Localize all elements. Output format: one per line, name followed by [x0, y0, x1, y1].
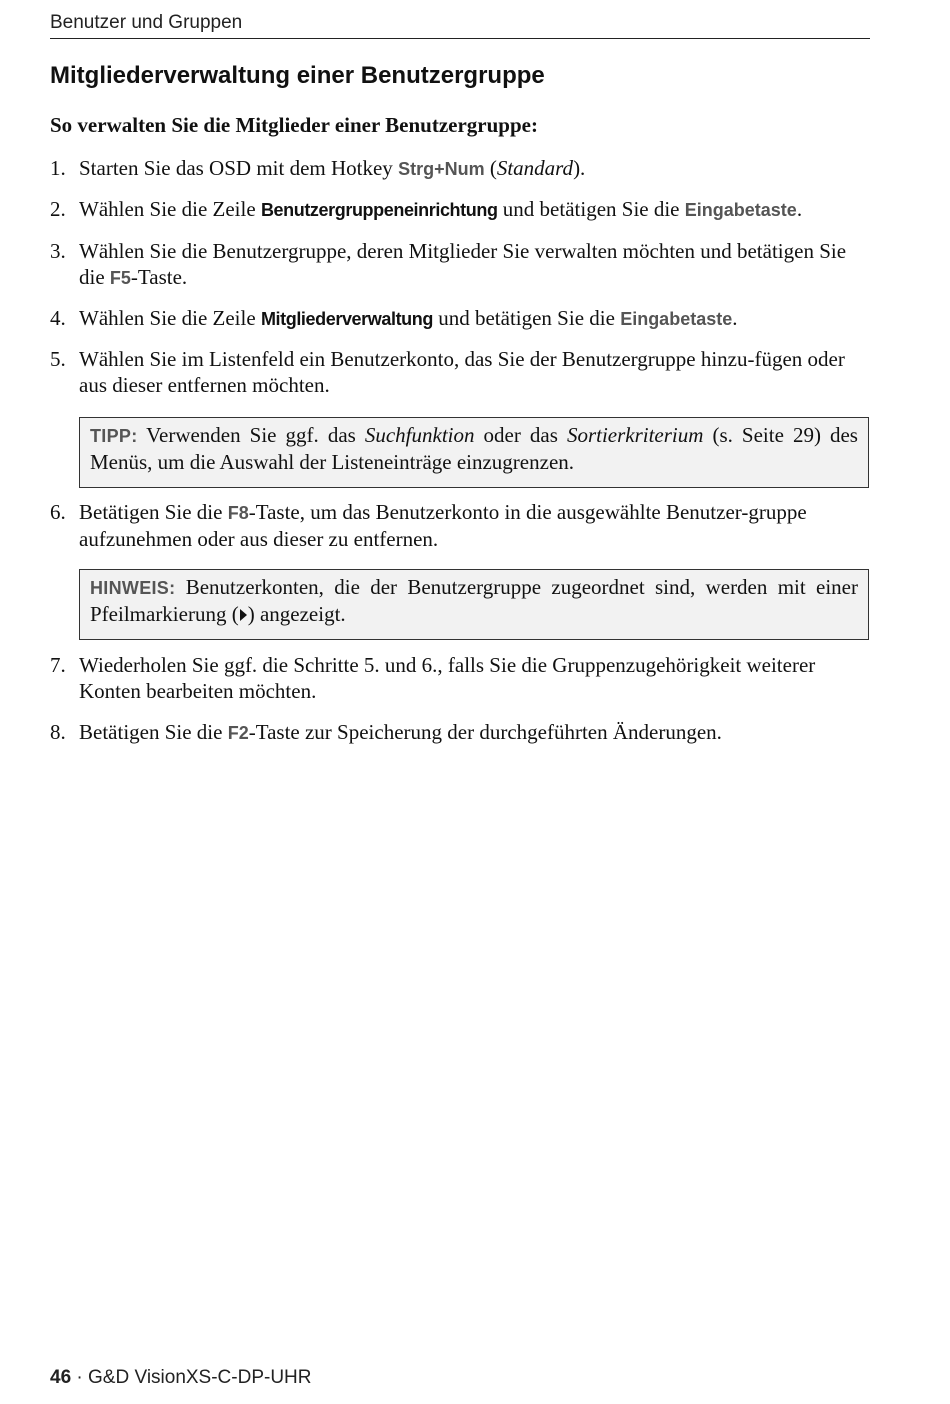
running-header: [50, 12, 870, 39]
emphasis: Sortierkriterium: [566, 423, 704, 447]
step-text: Betätigen Sie die F2-Taste zur Speicherung der durchgeführten Änderungen.: [79, 720, 722, 744]
key-ref: F8: [227, 503, 249, 523]
step-number: 6.: [50, 500, 66, 524]
procedure-intro: So verwalten Sie die Mitglieder einer Benutzergruppe:: [50, 113, 538, 137]
step-8: [50, 719, 870, 746]
key-ref: Eingabetaste: [620, 309, 733, 329]
menu-item-ref: Mitgliederverwaltung: [260, 309, 433, 329]
step-6: [50, 499, 870, 552]
step-7: [50, 652, 870, 704]
footer-separator: ·: [71, 1367, 89, 1388]
key-ref: F2: [227, 723, 249, 743]
step-text: Wählen Sie die Zeile Mitgliederverwaltung und betätigen Sie die Eingabetaste.: [79, 306, 738, 330]
tip-box: TIPP: Verwenden Sie ggf. das Suchfunktion oder das Sortierkriterium (s. Seite 29) des Menüs, um die Auswahl der Listeneinträge einzugrenzen.: [79, 417, 869, 488]
menu-item-ref: Benutzergruppeneinrichtung: [260, 200, 498, 220]
step-number: 1.: [50, 156, 66, 180]
hint-label: HINWEIS:: [90, 578, 176, 598]
product-name: G&D VisionXS-C-DP-UHR: [88, 1367, 312, 1388]
step-text: Wählen Sie die Benutzergruppe, deren Mitglieder Sie verwalten möchten und betätigen Sie die F5-Taste.: [79, 239, 847, 289]
step-number: 7.: [50, 653, 66, 677]
right-triangle-arrow-icon: [239, 602, 248, 626]
step-1: [50, 155, 870, 182]
step-5: [50, 346, 870, 398]
step-number: 4.: [50, 306, 66, 330]
step-text: Wählen Sie die Zeile Benutzergruppeneinrichtung und betätigen Sie die Eingabetaste.: [79, 197, 803, 221]
key-ref: F5: [109, 268, 131, 288]
page-number: 46: [50, 1367, 72, 1388]
hint-box: HINWEIS: Benutzerkonten, die der Benutzergruppe zugeordnet sind, werden mit einer Pfeilmarkierung ( ) angezeigt.: [79, 569, 869, 640]
step-number: 5.: [50, 347, 66, 371]
section-title: Mitgliederverwaltung einer Benutzergruppe: [50, 62, 545, 89]
page-footer: [50, 1367, 312, 1389]
step-4: [50, 305, 870, 332]
step-3: [50, 238, 870, 291]
step-number: 2.: [50, 197, 66, 221]
step-number: 8.: [50, 720, 66, 744]
step-2: [50, 196, 870, 223]
tip-label: TIPP:: [90, 426, 138, 446]
hotkey: Strg+Num: [398, 159, 485, 179]
step-text: Wiederholen Sie ggf. die Schritte 5. und 6., falls Sie die Gruppenzugehörigkeit weiterer Konten bearbeiten möchten.: [79, 653, 816, 703]
step-text: Betätigen Sie die F8-Taste, um das Benutzerkonto in die ausgewählte Benutzer-gruppe aufzunehmen oder aus dieser zu entfernen.: [79, 500, 807, 551]
emphasis: Standard: [496, 156, 574, 180]
step-text: Starten Sie das OSD mit dem Hotkey Strg+Num (Standard).: [79, 156, 586, 180]
key-ref: Eingabetaste: [684, 200, 797, 220]
running-header-title: Benutzer und Gruppen: [50, 12, 243, 33]
step-text: Wählen Sie im Listenfeld ein Benutzerkonto, das Sie der Benutzergruppe hinzu-fügen oder aus dieser entfernen möchten.: [79, 347, 845, 397]
step-number: 3.: [50, 239, 66, 263]
emphasis: Suchfunktion: [364, 423, 475, 447]
